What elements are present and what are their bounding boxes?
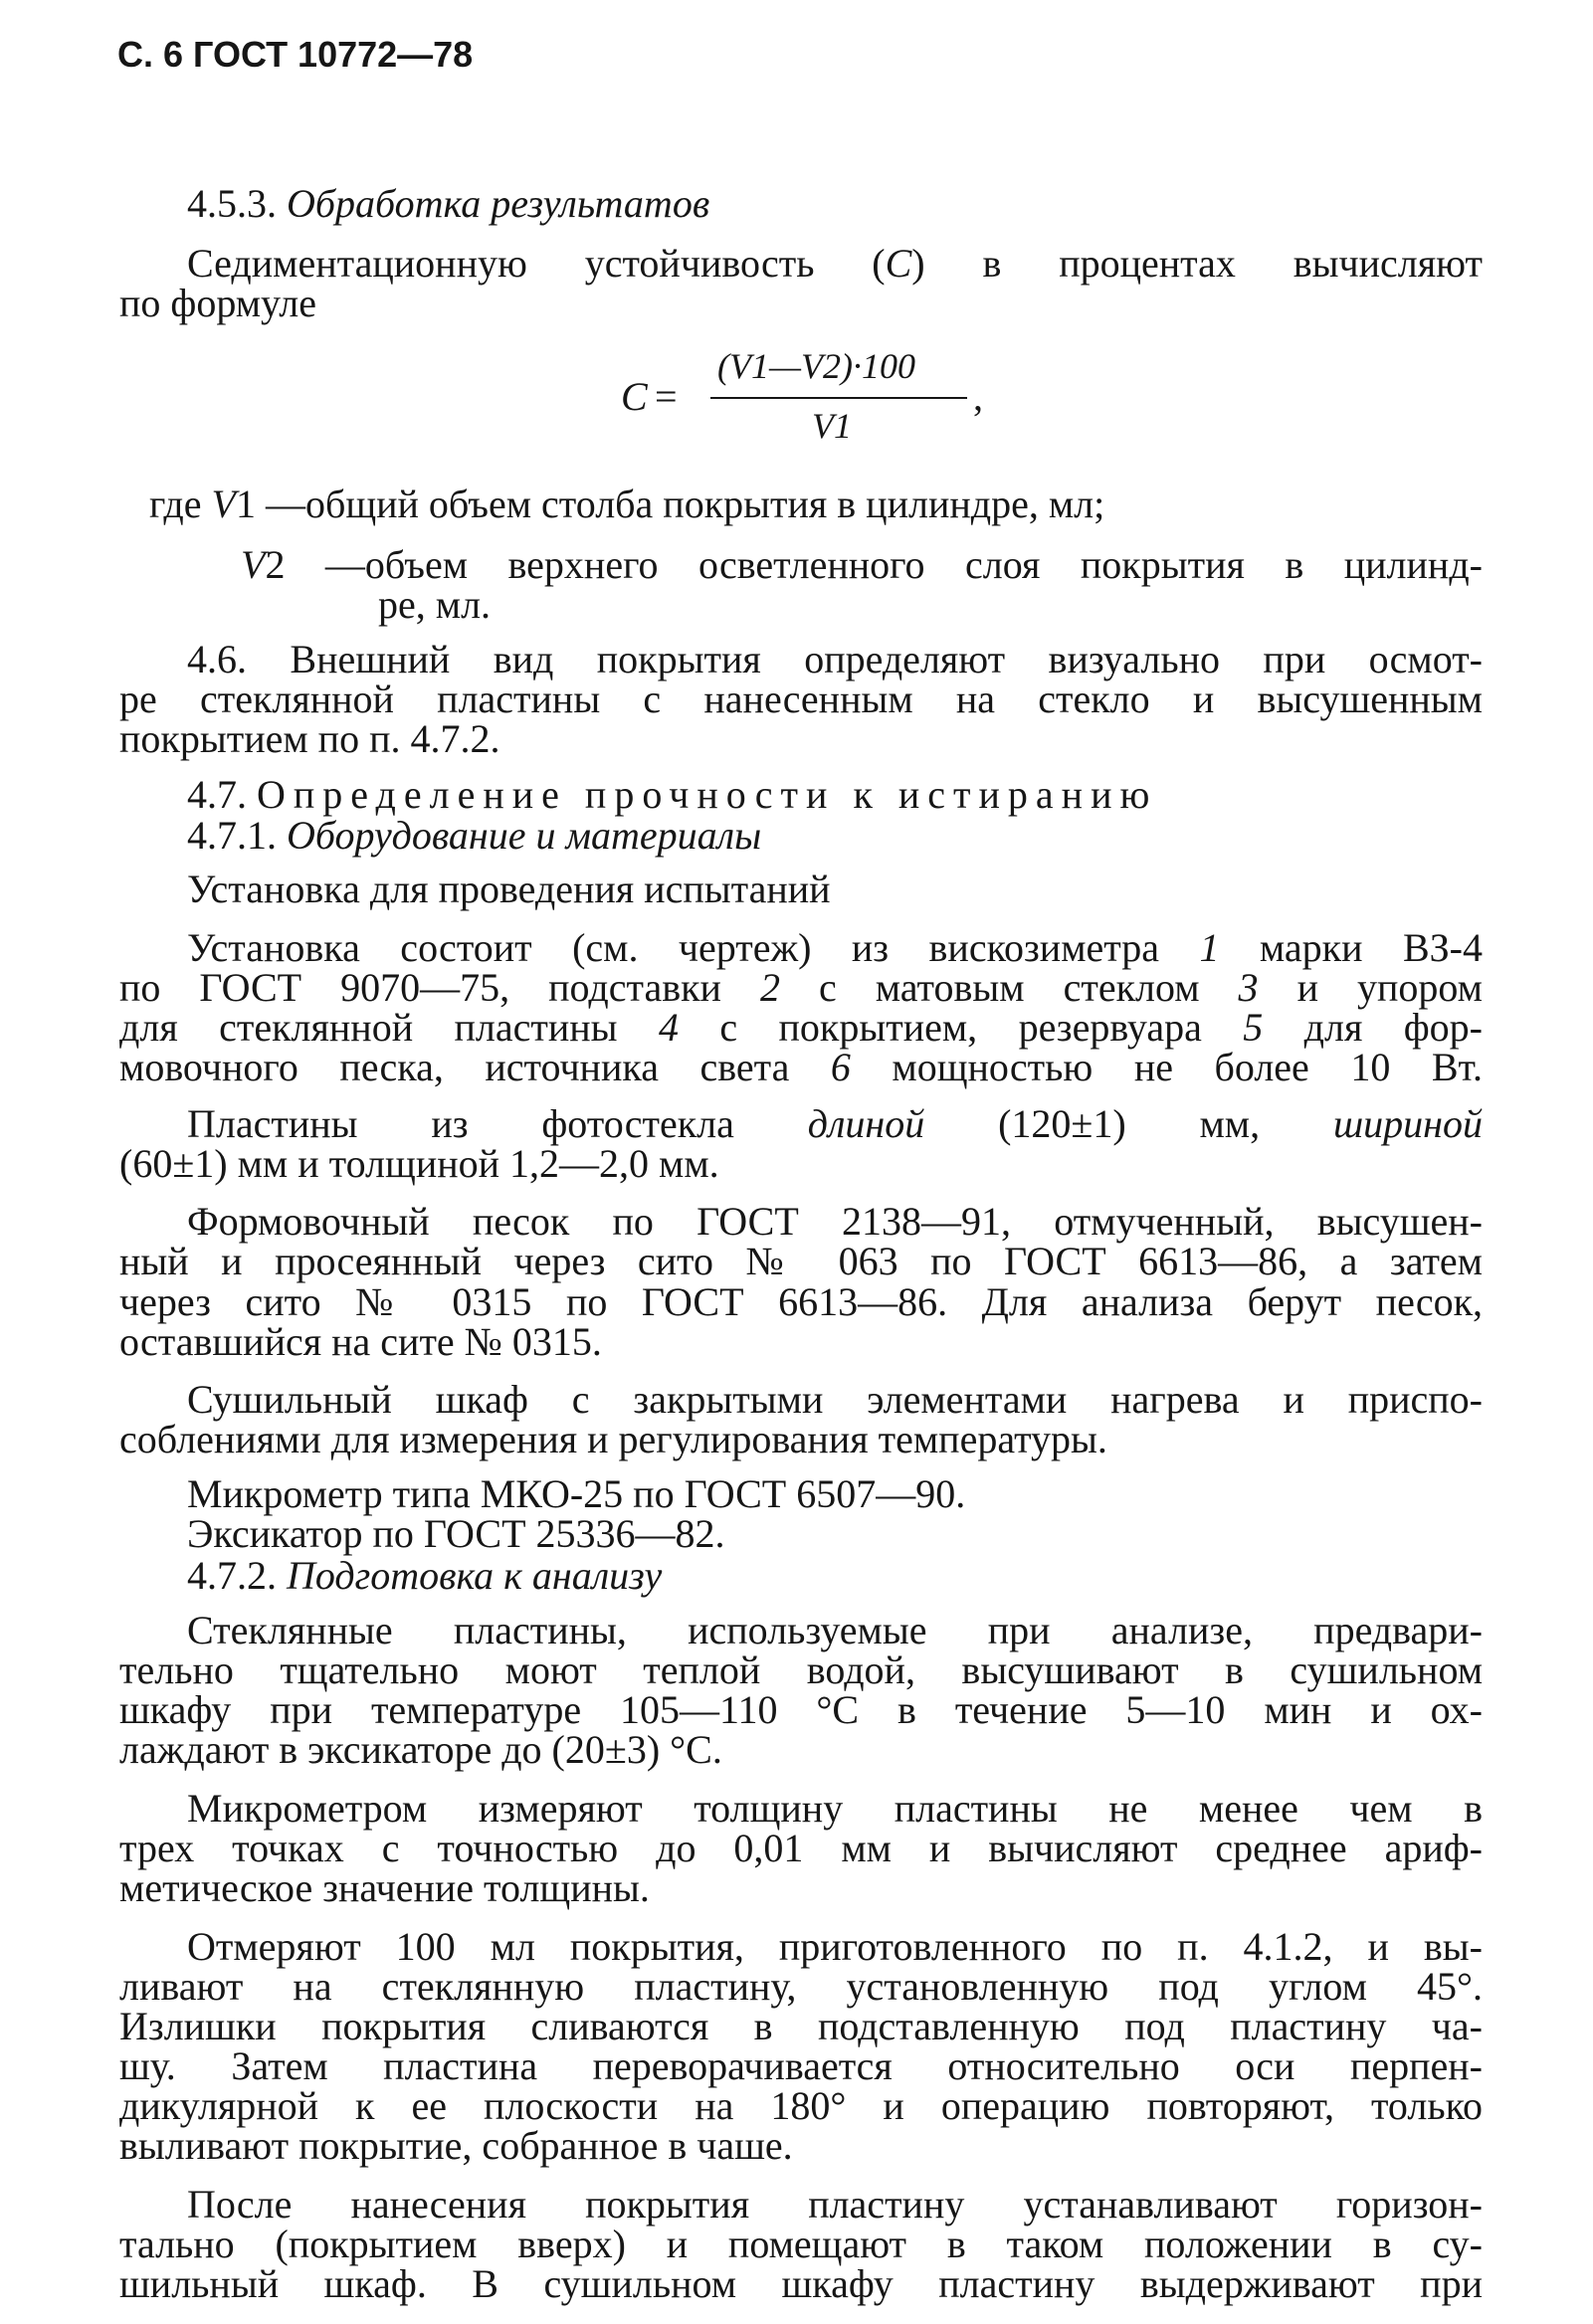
text-line [187, 1378, 1483, 1422]
text-run: шкафу при температуре 105—110 °С в течение 5—10 мин и ох- [119, 1687, 1483, 1732]
text-line [149, 483, 1483, 526]
formula-equals: = [655, 374, 678, 419]
text-run: Микрометром измеряют толщину пластины не менее чем в [187, 1786, 1483, 1831]
text-line [119, 2124, 1483, 2168]
text-line [187, 773, 1483, 817]
text-run: 4.7.2. [187, 1553, 287, 1598]
text-run: Микрометр типа МКО-25 по ГОСТ 6507—90. [187, 1471, 966, 1516]
text-run: ный и просеянный через сито № 063 по ГОСТ 6613—86, а затем [119, 1239, 1483, 1283]
text-line [187, 1200, 1483, 1244]
text-run: где [149, 482, 212, 526]
text-run: марки ВЗ-4 [1219, 925, 1483, 970]
text-line [119, 2044, 1483, 2088]
text-line [119, 282, 1483, 325]
text-run: Установка для проведения испытаний [187, 867, 831, 911]
formula-lhs: C [621, 374, 648, 419]
text-line [119, 1320, 1483, 1364]
text-run: С [885, 241, 912, 286]
text-run: выливают покрытие, собранное в чаше. [119, 2123, 793, 2168]
text-run: V [241, 542, 266, 587]
text-line [187, 926, 1483, 970]
text-run: Подготовка к анализу [287, 1553, 663, 1598]
text-run: дикулярной к ее плоскости на 180° и операцию повторяют, только [119, 2083, 1483, 2128]
text-run: 4.5.3. [187, 181, 287, 226]
text-run: 2 —объем верхнего осветленного слоя покрытия в цилинд- [265, 542, 1483, 587]
text-run: Эксикатор по ГОСТ 25336—82. [187, 1511, 725, 1556]
text-line [241, 543, 1483, 587]
text-line [119, 2262, 1483, 2306]
text-run: и упором [1258, 965, 1483, 1010]
formula-comma: , [973, 374, 983, 419]
text-run: 4.7.1. [187, 813, 287, 858]
text-run: 4.6. Внешний вид покрытия определяют визуально при осмот- [187, 637, 1483, 681]
text-line [119, 1240, 1483, 1283]
text-run: 6 [830, 1045, 851, 1089]
text-line [119, 678, 1483, 721]
page-header: С. 6 ГОСТ 10772—78 [117, 34, 474, 75]
text-line [119, 2084, 1483, 2128]
text-run: с покрытием, резервуара [678, 1005, 1244, 1050]
text-run: Формовочный песок по ГОСТ 2138—91, отмученный, высушен- [187, 1199, 1483, 1244]
text-run: через сито № 0315 по ГОСТ 6613—86. Для анализа берут песок, [119, 1279, 1483, 1324]
fraction-bar [710, 397, 967, 399]
text-run: мощностью не более 10 Вт. [850, 1045, 1483, 1089]
text-line [119, 1006, 1483, 1050]
text-run: соблениями для измерения и регулирования температуры. [119, 1417, 1107, 1461]
text-run: ) в процентах вычисляют [911, 241, 1483, 286]
text-run: 1 [1199, 925, 1220, 970]
text-line [119, 2223, 1483, 2266]
text-line [119, 717, 1483, 761]
text-run: для стеклянной пластины [119, 1005, 659, 1050]
text-run: V [211, 482, 236, 526]
text-line [187, 182, 1483, 226]
text-run: 4.7. [187, 772, 257, 817]
text-run: оставшийся на сите № 0315. [119, 1319, 602, 1364]
text-run: шу. Затем пластина переворачивается относительно оси перпен- [119, 2043, 1483, 2088]
text-run: 5 [1243, 1005, 1264, 1050]
formula-denominator: V1 [812, 406, 852, 446]
text-run: Обработка результатов [287, 181, 710, 226]
text-run: Сушильный шкаф с закрытыми элементами нагрева и приспо- [187, 1377, 1483, 1422]
text-line [119, 1728, 1483, 1772]
text-run: покрытием по п. 4.7.2. [119, 716, 500, 761]
text-run: длиной [807, 1101, 925, 1146]
text-line [187, 1554, 1483, 1598]
text-run: 3 [1238, 965, 1259, 1010]
text-run: (60±1) мм и толщиной 1,2—2,0 мм. [119, 1141, 719, 1186]
text-line [119, 966, 1483, 1010]
text-line [187, 2183, 1483, 2227]
text-run: лаждают в эксикаторе до (20±3) °С. [119, 1727, 722, 1772]
text-line [119, 1418, 1483, 1461]
text-run: ре стеклянной пластины с нанесенным на стекло и высушенным [119, 677, 1483, 721]
text-line [119, 2005, 1483, 2048]
text-line [187, 242, 1483, 286]
text-run: Излишки покрытия сливаются в подставленную под пластину ча- [119, 2004, 1483, 2048]
text-line [187, 1925, 1483, 1969]
text-run: Определение прочности к истиранию [257, 772, 1158, 817]
text-run: Отмеряют 100 мл покрытия, приготовленного по п. 4.1.2, и вы- [187, 1924, 1483, 1969]
text-run: 1 —общий объем столба покрытия в цилиндре, мл; [235, 482, 1105, 526]
text-run: по формуле [119, 281, 316, 325]
text-line [119, 1046, 1483, 1089]
text-line [187, 1609, 1483, 1652]
text-line [187, 1102, 1483, 1146]
text-run: Седиментационную устойчивость ( [187, 241, 886, 286]
formula-numerator: (V1—V2)·100 [717, 346, 915, 386]
text-line [187, 1472, 1483, 1516]
formula [603, 345, 1021, 465]
text-run: тельно тщательно моют теплой водой, высушивают в сушильном [119, 1647, 1483, 1692]
text-line [187, 814, 1483, 858]
text-line [187, 868, 1483, 911]
text-run: Установка состоит (см. чертеж) из вискозиметра [187, 925, 1200, 970]
text-line [119, 1280, 1483, 1324]
text-run: ре, мл. [378, 582, 492, 627]
text-run: трех точках с точностью до 0,01 мм и вычисляют среднее ариф- [119, 1826, 1483, 1870]
text-run: метическое значение толщины. [119, 1865, 650, 1910]
text-run: шириной [1332, 1101, 1483, 1146]
text-run: После нанесения покрытия пластину устанавливают горизон- [187, 2182, 1483, 2227]
text-line [119, 1965, 1483, 2009]
text-line [119, 1142, 1483, 1186]
text-run: 2 [759, 965, 780, 1010]
text-line [119, 1648, 1483, 1692]
text-line [119, 1827, 1483, 1870]
text-run: 4 [658, 1005, 679, 1050]
text-run: Пластины из фотостекла [187, 1101, 808, 1146]
text-line [187, 1787, 1483, 1831]
text-run: для фор- [1263, 1005, 1484, 1050]
text-run: ливают на стеклянную пластину, установленную под углом 45°. [119, 1964, 1483, 2009]
text-run: Оборудование и материалы [287, 813, 762, 858]
text-line [119, 1866, 1483, 1910]
text-line [187, 638, 1483, 681]
text-line [119, 1688, 1483, 1732]
text-run: с матовым стеклом [779, 965, 1239, 1010]
text-run: (120±1) мм, [924, 1101, 1333, 1146]
text-run: Стеклянные пластины, используемые при анализе, предвари- [187, 1608, 1483, 1652]
text-run: шильный шкаф. В сушильном шкафу пластину выдерживают при [119, 2261, 1483, 2306]
text-line [378, 583, 1483, 627]
text-run: по ГОСТ 9070—75, подставки [119, 965, 760, 1010]
text-line [187, 1512, 1483, 1556]
text-run: мовочного песка, источника света [119, 1045, 831, 1089]
text-run: тально (покрытием вверх) и помещают в таком положении в су- [119, 2222, 1483, 2266]
